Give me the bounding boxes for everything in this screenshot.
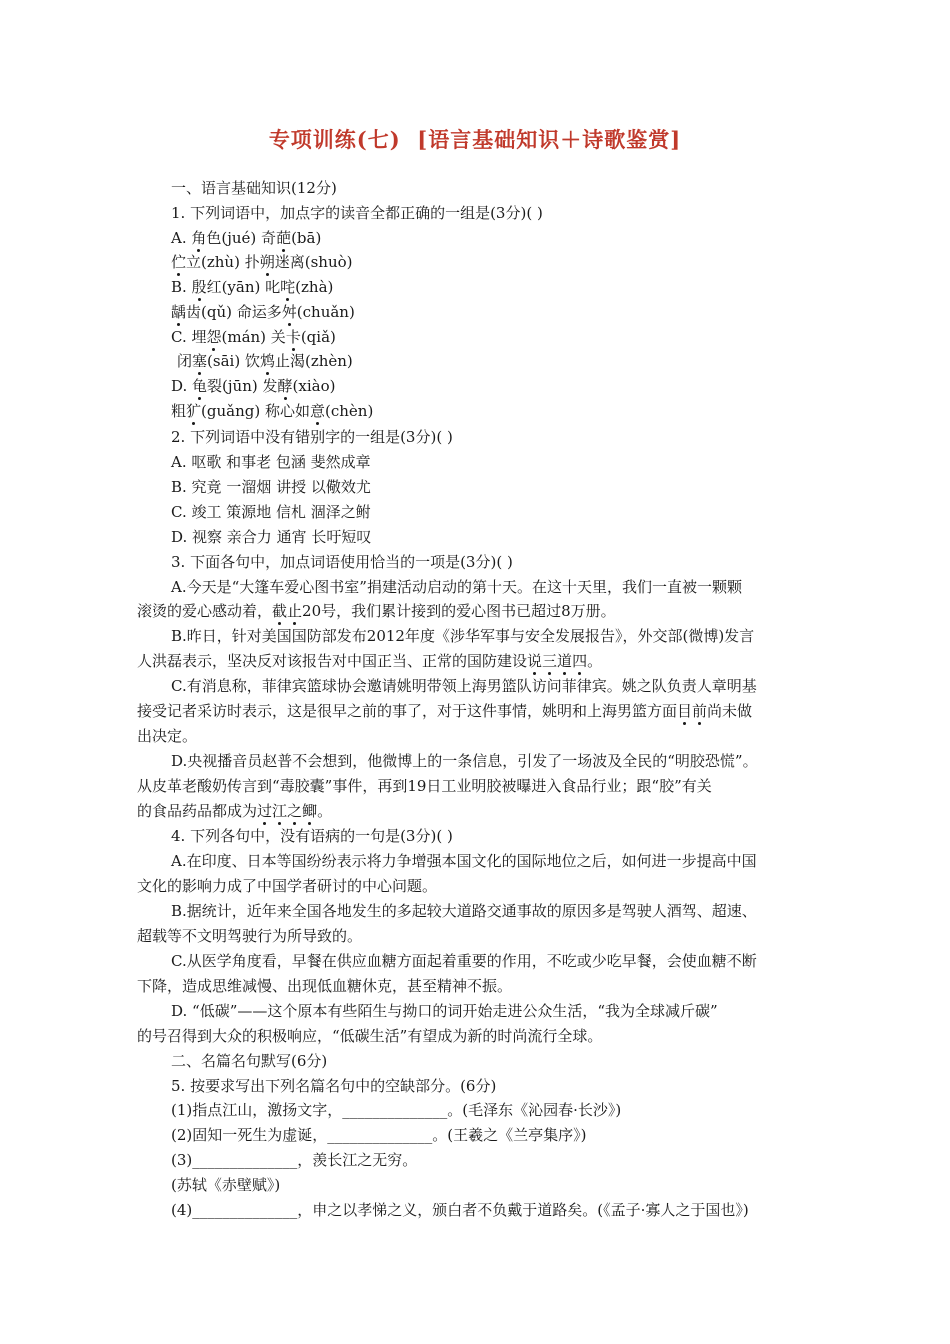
emphasis-dot-char: 龋 <box>171 303 187 321</box>
text-line <box>137 701 752 721</box>
text-segment: 闭 <box>177 352 193 370</box>
text-segment: C.从医学角度看，早餐在供应血糖方面起着重要的作用，不吃或少吃早餐，会使血糖不断 <box>171 952 757 970</box>
text-segment: 裂(jūn) 发 <box>207 377 278 395</box>
text-line <box>171 1125 586 1145</box>
text-segment: B.昨日，针对美国国防部发布2012年度《涉华军事与安全发展报告》，外交部(微博)发言 <box>171 627 755 645</box>
text-segment: 迷离(shuò) <box>274 253 353 271</box>
text-segment: C. 埋 <box>171 328 207 346</box>
emphasis-dot-char: 目 <box>677 702 693 720</box>
emphasis-dot-char: 葩 <box>276 229 292 247</box>
text-segment: 齿(qǔ) 命运多 <box>186 303 282 321</box>
text-segment: (1)指点江山，激扬文字，______________。(毛泽东《沁园春·长沙》) <box>171 1101 622 1119</box>
text-segment: D. “低碳”——这个原本有些陌生与拗口的词开始走进公众生活，“我为全球减斤碳” <box>171 1002 718 1020</box>
text-segment: (zhà) <box>295 278 334 296</box>
text-segment: A. <box>171 229 192 247</box>
text-segment: 红(yān) 叱 <box>206 278 281 296</box>
text-segment: (苏轼《赤壁赋》) <box>171 1176 281 1194</box>
text-line <box>171 277 333 297</box>
text-line <box>171 1100 621 1120</box>
text-segment: 色(jué) 奇 <box>206 229 277 247</box>
text-segment: 接受记者采访时表示，这是很早之前的事了，对于这件事情，姚明和上海男篮方面 <box>137 702 678 720</box>
text-segment: B. <box>171 278 192 296</box>
text-segment: (3)______________，羡长江之无穷。 <box>171 1151 418 1169</box>
text-segment: 从皮革老酸奶传言到“毒胶囊”事件，再到19日工业明胶被曝进入食品行业；跟“胶”有关 <box>137 777 712 795</box>
emphasis-dot-char: 卡 <box>285 328 301 346</box>
emphasis-dot-char: 截 <box>272 602 288 620</box>
emphasis-dot-char: 过 <box>257 802 273 820</box>
emphasis-dot-char: 止 <box>287 602 303 620</box>
text-line <box>171 577 742 597</box>
emphasis-dot-char: 塞 <box>192 352 208 370</box>
text-segment: 5. 按要求写出下列名篇名句中的空缺部分。(6分) <box>171 1077 497 1095</box>
emphasis-dot-char: 前 <box>692 702 708 720</box>
text-line <box>137 1026 602 1046</box>
text-segment: 超载等不文明驾驶行为所导致的。 <box>137 927 363 945</box>
text-segment: (guǎng) 称心如 <box>201 402 310 420</box>
text-line <box>171 552 513 572</box>
text-segment: 二、名篇名句默写(6分) <box>171 1052 328 1070</box>
text-segment: (mán) 关 <box>221 328 286 346</box>
text-segment: A.在印度、日本等国纷纷表示将力争增强本国文化的国际地位之后，如何进一步提高中国 <box>171 852 757 870</box>
text-segment: 滚烫的爱心感动着， <box>137 602 273 620</box>
emphasis-dot-char: 鲫 <box>302 802 318 820</box>
text-segment: 一、语言基础知识(12分) <box>171 179 337 197</box>
text-line <box>171 203 543 223</box>
text-segment: 尚未做 <box>707 702 753 720</box>
emphasis-dot-char: 咤 <box>280 278 296 296</box>
emphasis-dot-char: 道 <box>557 652 573 670</box>
text-segment: (sāi) 饮 <box>207 352 260 370</box>
text-line <box>171 452 371 472</box>
text-line <box>171 252 353 272</box>
text-line <box>171 228 321 248</box>
emphasis-dot-char: 伫 <box>171 253 187 271</box>
text-line <box>171 502 371 522</box>
text-line <box>171 676 757 696</box>
text-segment: 立(zhù) 扑 <box>186 253 260 271</box>
emphasis-dot-char: 酵 <box>277 377 293 395</box>
emphasis-dot-char: 意 <box>309 402 325 420</box>
text-segment: 的号召得到大众的积极响应，“低碳生活”有望成为新的时尚流行全球。 <box>137 1027 603 1045</box>
text-segment: A. 呕歌 和事老 包涵 斐然成章 <box>171 453 371 471</box>
text-line <box>171 751 758 771</box>
text-segment: 粗 <box>171 402 187 420</box>
text-line <box>171 826 453 846</box>
text-segment: D. <box>171 377 193 395</box>
text-line <box>171 951 757 971</box>
text-line <box>137 726 197 746</box>
text-line <box>171 527 371 547</box>
text-segment: 人洪磊表示，坚决反对该报告对中国正当、正常的国防建设 <box>137 652 528 670</box>
emphasis-dot-char: 四 <box>572 652 588 670</box>
text-segment: B.据统计，近年来全国各地发生的多起较大道路交通事故的原因多是驾驶人酒驾、超速、 <box>171 902 757 920</box>
text-line <box>137 876 437 896</box>
text-line <box>171 401 373 421</box>
text-segment: C.有消息称，菲律宾篮球协会邀请姚明带领上海男篮队访问菲律宾。姚之队负责人章明基 <box>171 677 757 695</box>
text-segment: 止渴(zhèn) <box>274 352 353 370</box>
text-line <box>171 626 754 646</box>
text-segment: (2)固知一死生为虚诞，______________。(王羲之《兰亭集序》) <box>171 1126 587 1144</box>
emphasis-dot-char: 朔 <box>259 253 275 271</box>
text-line <box>171 477 371 497</box>
emphasis-dot-char: 江 <box>272 802 288 820</box>
text-segment: A.今天是“大篷车爱心图书室”捐建活动启动的第十天。在这十天里，我们一直被一颗颗 <box>171 578 742 596</box>
text-segment: (chuǎn) <box>296 303 355 321</box>
emphasis-dot-char: 怨 <box>206 328 222 346</box>
text-line <box>137 976 512 996</box>
text-line <box>171 851 757 871</box>
text-segment: 20号，我们累计接到的爱心图书已超过8万册。 <box>302 602 616 620</box>
text-segment: (xiào) <box>292 377 336 395</box>
text-segment: 4. 下列各句中，没有语病的一句是(3分)( ) <box>171 827 453 845</box>
emphasis-dot-char: 龟 <box>192 377 208 395</box>
text-line <box>171 1175 280 1195</box>
text-line <box>171 1001 718 1021</box>
emphasis-dot-char: 鸩 <box>259 352 275 370</box>
text-line <box>171 178 337 198</box>
page-title: 专项训练(七) [语言基础知识＋诗歌鉴赏] <box>268 127 682 152</box>
emphasis-dot-char: 角 <box>191 229 207 247</box>
text-segment: C. 竣工 策源地 信札 涸泽之鲋 <box>171 503 371 521</box>
text-segment: 下降，造成思维减慢、出现低血糖休克，甚至精神不振。 <box>137 977 513 995</box>
text-segment: (bā) <box>291 229 322 247</box>
text-segment: D. 视察 亲合力 通宵 长吁短叹 <box>171 528 372 546</box>
emphasis-dot-char: 犷 <box>186 402 202 420</box>
text-segment: D.央视播音员赵普不会想到，他微博上的一条信息，引发了一场波及全民的“明胶恐慌”。 <box>171 752 758 770</box>
text-line <box>137 776 712 796</box>
text-segment: 3. 下面各句中，加点词语使用恰当的一项是(3分)( ) <box>171 553 513 571</box>
emphasis-dot-char: 舛 <box>281 303 297 321</box>
text-line <box>137 601 616 621</box>
text-line <box>171 427 453 447</box>
text-line <box>137 801 332 821</box>
text-segment: (chèn) <box>325 402 374 420</box>
text-line <box>171 302 355 322</box>
text-line <box>171 376 335 396</box>
emphasis-dot-char: 殷 <box>191 278 207 296</box>
text-line <box>171 901 757 921</box>
emphasis-dot-char: 说 <box>527 652 543 670</box>
text-segment: (4)______________，申之以孝悌之义，颁白者不负戴于道路矣。(《孟子·寡人之于国也》) <box>171 1201 749 1219</box>
text-line <box>171 1200 749 1220</box>
emphasis-dot-char: 之 <box>287 802 303 820</box>
text-segment: 。 <box>587 652 603 670</box>
text-segment: 的食品药品都成为 <box>137 802 258 820</box>
text-segment: 。 <box>317 802 333 820</box>
text-line <box>137 926 362 946</box>
text-line <box>137 651 602 671</box>
text-line <box>171 327 336 347</box>
text-segment: 文化的影响力成了中国学者研讨的中心问题。 <box>137 877 438 895</box>
text-segment: B. 究竟 一溜烟 讲授 以儆效尤 <box>171 478 371 496</box>
emphasis-dot-char: 三 <box>542 652 558 670</box>
text-line <box>171 1051 327 1071</box>
text-line <box>171 1150 417 1170</box>
text-segment: (qiǎ) <box>300 328 336 346</box>
text-segment: 1. 下列词语中，加点字的读音全都正确的一组是(3分)( ) <box>171 204 543 222</box>
text-line <box>171 1076 496 1096</box>
text-segment: 出决定。 <box>137 727 198 745</box>
text-segment: 2. 下列词语中没有错别字的一组是(3分)( ) <box>171 428 453 446</box>
text-line <box>177 351 353 371</box>
